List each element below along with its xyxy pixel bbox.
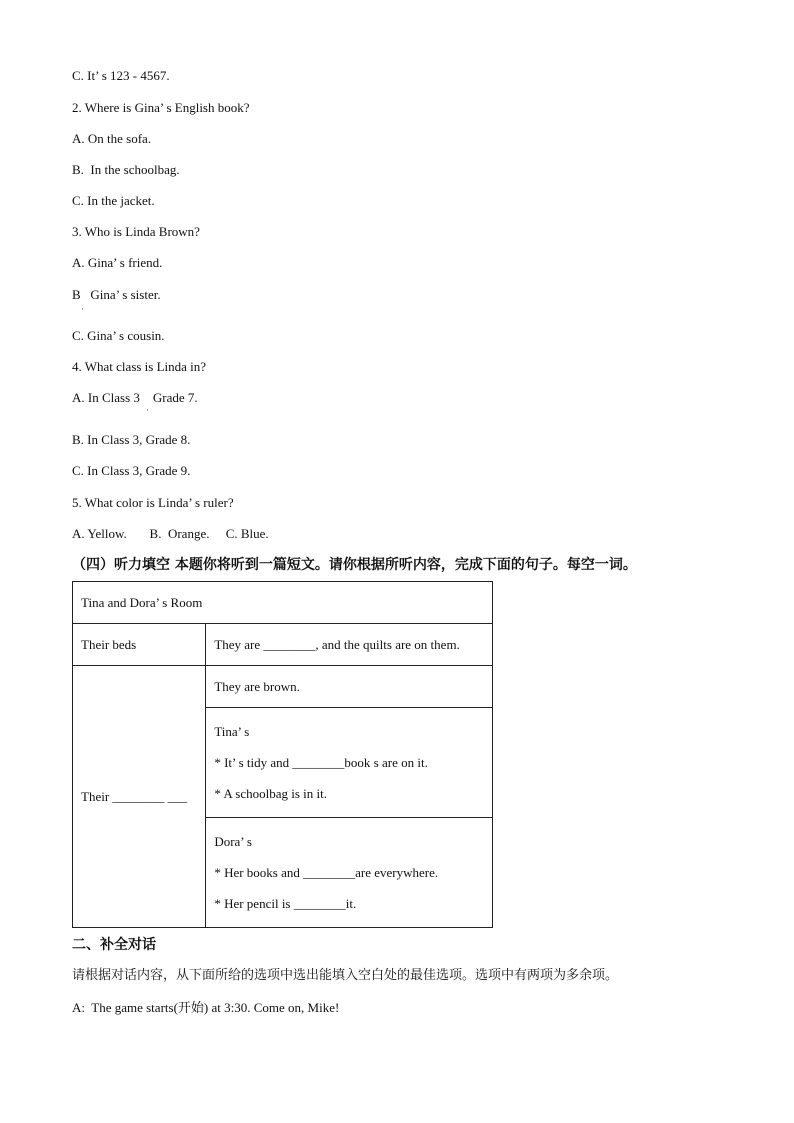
tina-line-2: * A schoolbag is in it. bbox=[214, 785, 327, 801]
option-5-all: A. Yellow. B. Orange. C. Blue. bbox=[72, 526, 269, 541]
stray-dot: · bbox=[146, 405, 149, 415]
question-4: 4. What class is Linda in? bbox=[72, 359, 207, 374]
table-title bbox=[73, 582, 493, 624]
option-4a: A. In Class 3 Grade 7. bbox=[72, 390, 198, 405]
section-heading-listening-fill: （四）听力填空 本题你将听到一篇短文。请你根据所听内容，完成下面的句子。每空一词。 bbox=[72, 557, 637, 573]
dora-heading: Dora’ s bbox=[214, 833, 252, 849]
room-table bbox=[72, 581, 493, 928]
dialog-line-a bbox=[72, 1000, 339, 1017]
option-1c: C. It’ s 123 - 4567. bbox=[72, 68, 170, 83]
question-5: 5. What color is Linda’ s ruler? bbox=[72, 495, 234, 510]
option-4b: B. In Class 3, Grade 8. bbox=[72, 432, 191, 447]
option-2c: C. In the jacket. bbox=[72, 193, 155, 208]
dialog-text-end: ) at 3:30. Come on, Mike! bbox=[203, 1000, 340, 1015]
option-3c: C. Gina’ s cousin. bbox=[72, 328, 165, 343]
option-3a: A. Gina’ s friend. bbox=[72, 255, 163, 270]
table-row-label bbox=[73, 666, 206, 928]
beds-label: Their beds bbox=[81, 636, 137, 652]
table-cell-tina bbox=[206, 708, 493, 818]
table-cell bbox=[206, 624, 493, 666]
section-heading-dialog: 二、补全对话 bbox=[72, 937, 156, 953]
table-row-label bbox=[73, 624, 206, 666]
general-content: They are brown. bbox=[214, 678, 300, 694]
tina-heading: Tina’ s bbox=[214, 723, 250, 739]
dialog-text: A: The game starts( bbox=[72, 1000, 178, 1015]
table-title-text: Tina and Dora’ s Room bbox=[81, 594, 203, 610]
question-2: 2. Where is Gina’ s English book? bbox=[72, 100, 250, 115]
option-3b: B Gina’ s sister. bbox=[72, 287, 161, 302]
question-3: 3. Who is Linda Brown? bbox=[72, 224, 200, 239]
option-2b: B. In the schoolbag. bbox=[72, 162, 180, 177]
stray-dot: · bbox=[81, 304, 84, 314]
their-blank-label: Their ________ ___ bbox=[81, 788, 188, 804]
section-instruction: 请根据对话内容，从下面所给的选项中选出能填入空白处的最佳选项。选项中有两项为多余项。 bbox=[72, 968, 619, 983]
beds-content: They are ________, and the quilts are on them. bbox=[214, 636, 460, 652]
dora-line-2: * Her pencil is ________it. bbox=[214, 895, 357, 911]
dora-line-1: * Her books and ________are everywhere. bbox=[214, 864, 439, 880]
table-cell bbox=[206, 666, 493, 708]
tina-line-1: * It’ s tidy and ________book s are on it. bbox=[214, 754, 428, 770]
option-2a: A. On the sofa. bbox=[72, 131, 152, 146]
option-4c: C. In Class 3, Grade 9. bbox=[72, 463, 191, 478]
table-cell-dora bbox=[206, 818, 493, 928]
dialog-text-cn: 开始 bbox=[177, 1001, 204, 1016]
